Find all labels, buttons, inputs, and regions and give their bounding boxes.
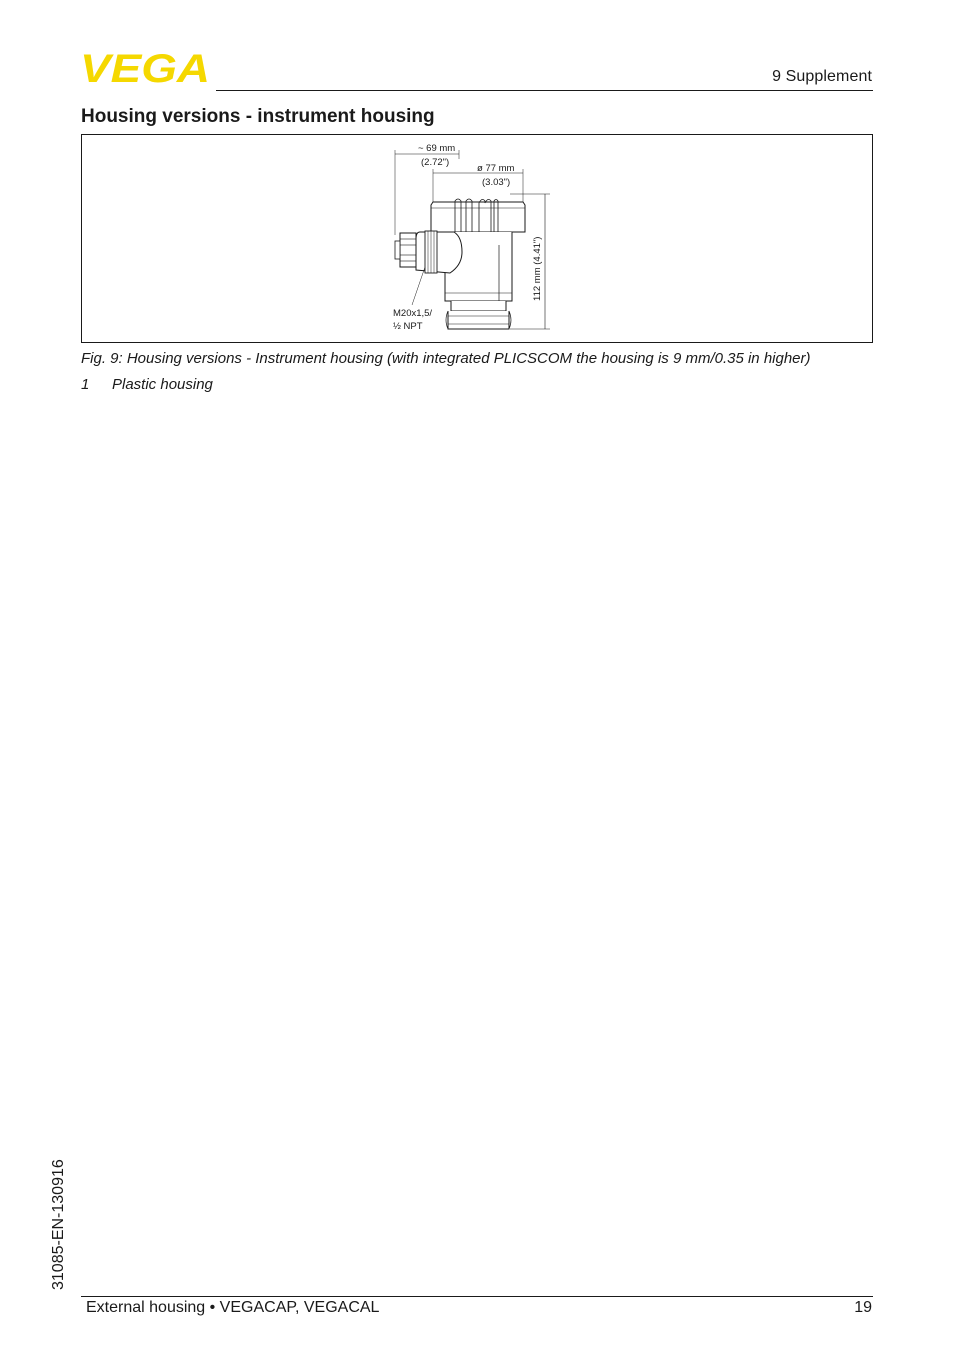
dim-height: 112 mm (4.41")	[532, 236, 543, 301]
footer-rule	[81, 1296, 873, 1297]
header-rule	[216, 90, 873, 91]
dim-diameter-mm: ø 77 mm	[477, 163, 515, 174]
legend-text: Plastic housing	[112, 376, 213, 393]
dim-width-mm: ~ 69 mm	[418, 143, 456, 154]
thread-label-1: M20x1,5/	[393, 308, 433, 319]
svg-text:VEGA: VEGA	[80, 52, 210, 84]
footer-title: External housing • VEGACAP, VEGACAL	[86, 1299, 380, 1316]
legend-item	[81, 376, 213, 393]
legend-number: 1	[81, 376, 90, 393]
figure-frame	[81, 134, 873, 343]
figure-caption: Fig. 9: Housing versions - Instrument housing (with integrated PLICSCOM the housing is 9 mm/0.35 in higher)	[81, 350, 811, 367]
dim-diameter-in: (3.03")	[482, 177, 511, 188]
page-number: 19	[854, 1299, 872, 1316]
housing-drawing	[82, 135, 872, 342]
section-label: 9 Supplement	[772, 68, 872, 85]
page-title: Housing versions - instrument housing	[81, 106, 435, 127]
thread-label-2: ½ NPT	[393, 321, 423, 332]
vega-logo	[80, 52, 212, 84]
dim-width-in: (2.72")	[421, 157, 450, 168]
document-id: 31085-EN-130916	[50, 1159, 67, 1290]
